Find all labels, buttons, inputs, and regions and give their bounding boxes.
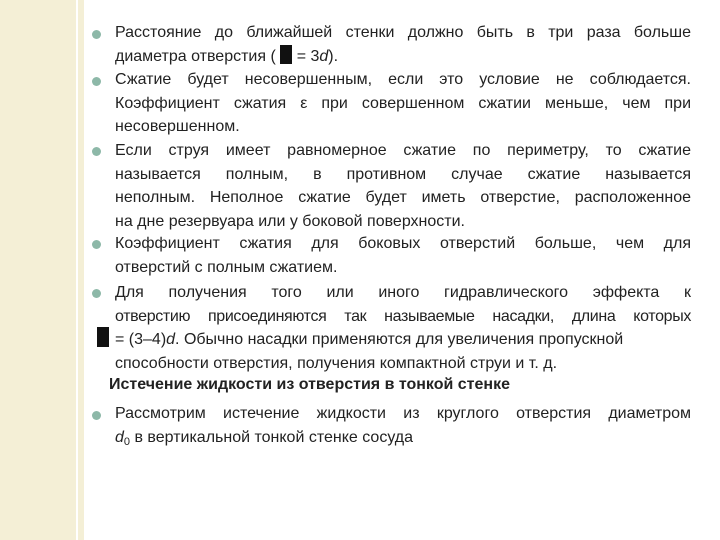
bullet-paragraph-6 <box>115 402 691 449</box>
bullet-marker <box>92 411 101 420</box>
section-heading: Истечение жидкости из отверстия в тонкой стенке <box>109 376 510 393</box>
italic-variable: d <box>115 428 124 446</box>
text-line: Коэффициент сжатия для боковых отверстий больше, чем для <box>115 235 691 252</box>
text-line: Рассмотрим истечение жидкости из круглого отверстия диаметром <box>115 405 691 422</box>
text-line: Коэффициент сжатия ε при совершенном сжатии меньше, чем при <box>115 94 691 112</box>
bullet-paragraph-5 <box>115 281 691 375</box>
bullet-marker <box>92 289 101 298</box>
text-fragment: в вертикальной тонкой стенке сосуда <box>130 428 414 446</box>
text-line: способности отверстия, получения компактной струи и т. д. <box>115 354 558 372</box>
left-decorative-band <box>0 0 84 540</box>
text-line: отверстию присоединяются так называемые насадки, длина которых <box>115 307 691 325</box>
text-line: на дне резервуара или у боковой поверхности. <box>115 212 465 230</box>
left-divider-line <box>76 0 78 540</box>
text-fragment: = (3–4) <box>115 331 167 348</box>
text-fragment: . Обычно насадки применяются для увеличения пропускной <box>175 331 624 348</box>
text-line: Сжатие будет несовершенным, если это условие не соблюдается. <box>115 71 691 88</box>
italic-variable: d <box>166 331 176 348</box>
text-line: Для получения того или иного гидравлического эффекта к <box>115 284 691 301</box>
text-line <box>115 426 691 450</box>
text-line <box>115 45 691 69</box>
text-line: называется полным, в противном случае сжатие называется <box>115 165 691 183</box>
bullet-marker <box>92 240 101 249</box>
subscript: 0 <box>123 435 131 448</box>
text-line: Если струя имеет равномерное сжатие по периметру, то сжатие <box>115 142 691 159</box>
bullet-paragraph-4 <box>115 232 691 279</box>
text-line: несовершенном. <box>115 118 240 135</box>
bullet-paragraph-2 <box>115 68 691 139</box>
text-fragment: = 3 <box>292 47 320 65</box>
formula-image-placeholder <box>97 327 109 347</box>
text-line: неполным. Неполное сжатие будет иметь отверстие, расположенное <box>115 189 691 206</box>
bullet-marker <box>92 30 101 39</box>
text-line <box>115 328 691 352</box>
text-fragment: диаметра отверстия ( <box>115 47 281 65</box>
bullet-paragraph-3 <box>115 139 691 233</box>
italic-variable: d <box>319 47 329 65</box>
text-fragment: ). <box>328 47 339 65</box>
text-line: Расстояние до ближайшей стенки должно быть в три раза больше <box>115 24 691 41</box>
bullet-paragraph-1 <box>115 21 691 68</box>
bullet-marker <box>92 77 101 86</box>
bullet-marker <box>92 147 101 156</box>
formula-image-placeholder <box>280 45 292 64</box>
text-line: отверстий с полным сжатием. <box>115 258 338 276</box>
